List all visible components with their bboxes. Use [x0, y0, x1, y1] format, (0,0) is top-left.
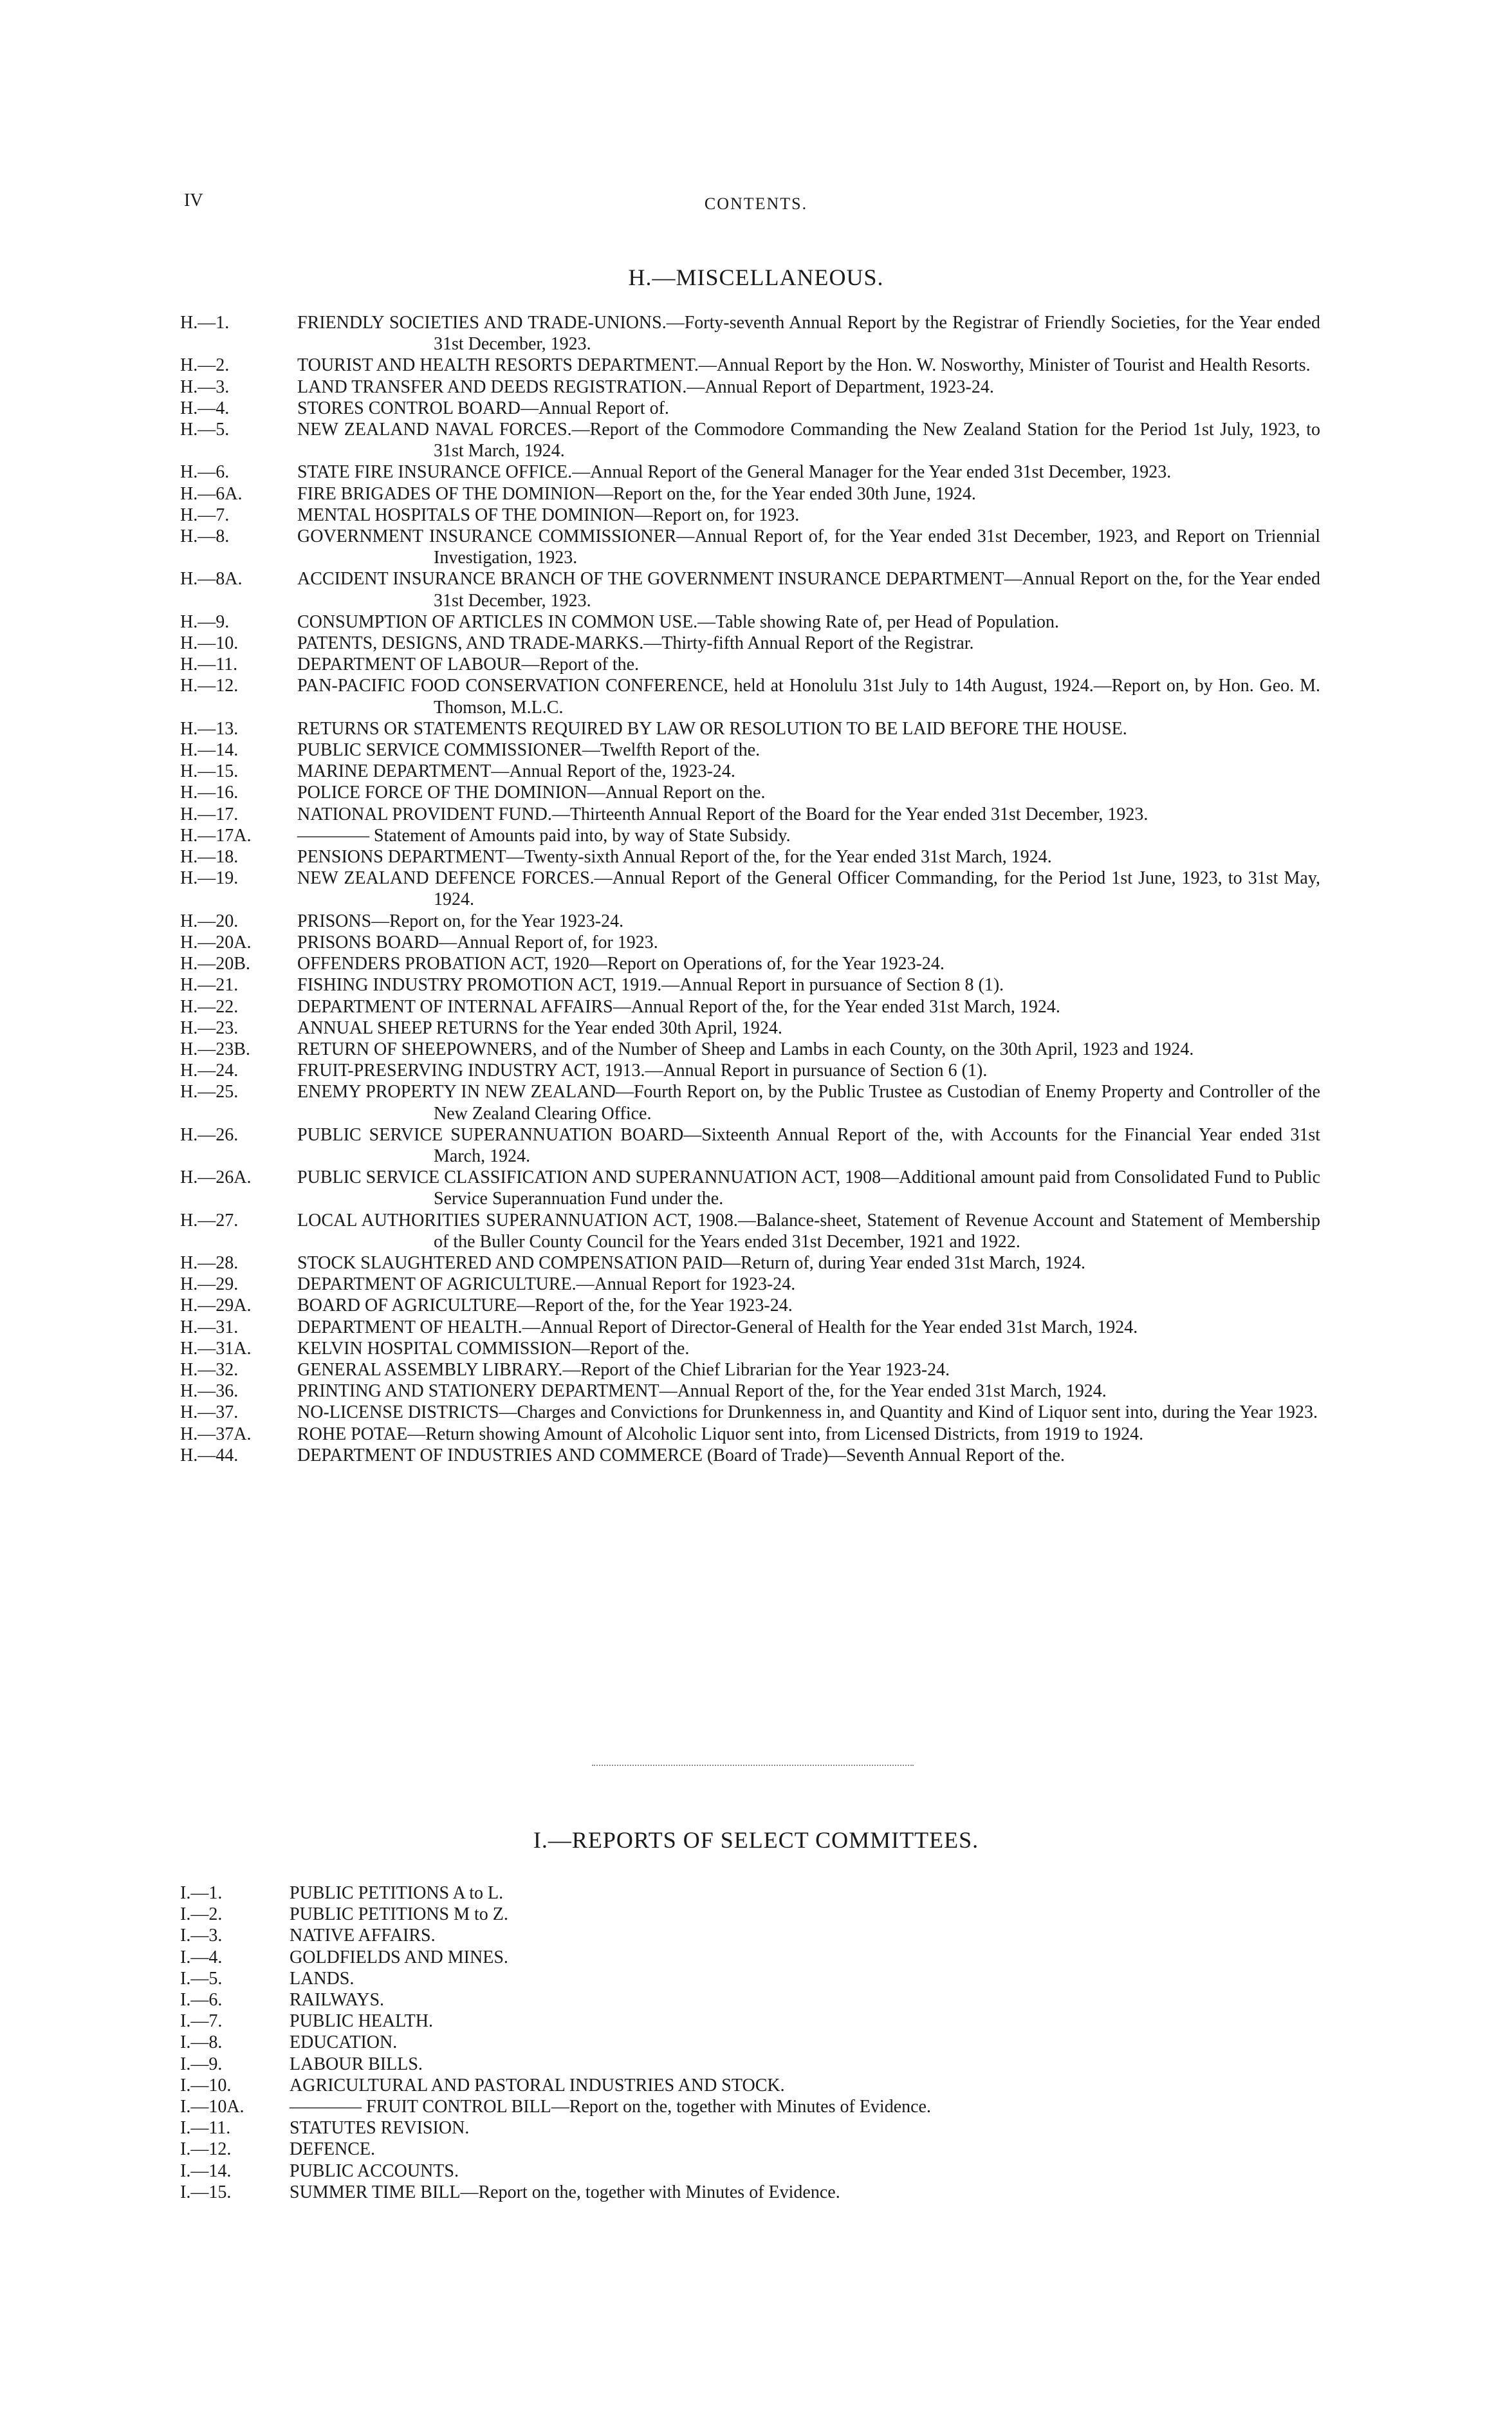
entry-description-cell: [297, 1295, 1320, 1316]
entry-description-cell: [297, 911, 1320, 932]
entry-code: H.—23.: [180, 1017, 239, 1038]
contents-entry: [180, 419, 1320, 461]
contents-entry: [180, 355, 1320, 376]
entry-description: GOLDFIELDS AND MINES.: [290, 1947, 508, 1967]
entry-description: SUMMER TIME BILL—Report on the, together with Minutes of Evidence.: [290, 2182, 840, 2202]
entry-description-cell: [297, 568, 1320, 611]
entry-description: PRISONS—Report on, for the Year 1923-24.: [297, 911, 624, 931]
entry-description: FIRE BRIGADES OF THE DOMINION—Report on the, for the Year ended 30th June, 1924.: [297, 483, 976, 504]
entry-code: H.—16.: [180, 783, 239, 803]
contents-entry: [180, 1081, 1320, 1124]
entry-code: H.—26.: [180, 1124, 239, 1145]
entry-description-cell: [297, 761, 1320, 782]
entry-description: ROHE POTAE—Return showing Amount of Alcoholic Liquor sent into, from Licensed Districts, from 1919 to 1924.: [297, 1424, 1144, 1444]
entry-code: H.—6.: [180, 462, 230, 483]
contents-entry: [180, 461, 1320, 483]
entry-description-cell: [290, 1947, 1320, 1968]
entry-code: I.—5.: [180, 1968, 223, 1989]
contents-entry: [180, 2075, 1320, 2096]
entry-description: PATENTS, DESIGNS, AND TRADE-MARKS.—Thirty-fifth Annual Report of the Registrar.: [297, 633, 974, 654]
contents-entry: [180, 633, 1320, 654]
entry-description-cell: [297, 376, 1320, 398]
entry-description-cell: [290, 1882, 1320, 1904]
entry-description: PUBLIC SERVICE COMMISSIONER—Twelfth Report of the.: [297, 740, 761, 761]
contents-entry: [180, 1060, 1320, 1081]
contents-entry: [180, 2096, 1320, 2117]
entry-code: H.—13.: [180, 718, 239, 739]
entry-description-cell: [297, 1210, 1320, 1252]
contents-entry: [180, 675, 1320, 718]
entry-description: DEPARTMENT OF HEALTH.—Annual Report of Director-General of Health for the Year ended 31st March, 1924.: [297, 1317, 1138, 1337]
contents-entry: [180, 2032, 1320, 2053]
entry-code: I.—7.: [180, 2011, 223, 2032]
contents-entry: [180, 1167, 1320, 1209]
entry-code: H.—14.: [180, 740, 239, 761]
entry-description-cell: [297, 1167, 1320, 1209]
contents-entry: [180, 312, 1320, 355]
entry-description: GENERAL ASSEMBLY LIBRARY.—Report of the Chief Librarian for the Year 1923-24.: [297, 1359, 950, 1380]
contents-entry: [180, 1274, 1320, 1295]
entry-description-cell: [297, 355, 1320, 376]
contents-entry: [180, 1317, 1320, 1338]
contents-entry: [180, 483, 1320, 505]
running-head: CONTENTS.: [704, 194, 808, 213]
contents-entry: [180, 611, 1320, 633]
entry-code: H.—17.: [180, 804, 239, 824]
entry-description-cell: [290, 2160, 1320, 2182]
contents-entry: [180, 568, 1320, 611]
section-h-list: [180, 312, 1320, 1466]
contents-entry: [180, 1210, 1320, 1252]
entry-description: NO-LICENSE DISTRICTS—Charges and Convictions for Drunkenness in, and Quantity and Kind of Liquor sent into, during the Year 1923.: [297, 1402, 1318, 1423]
contents-entry: [180, 1295, 1320, 1316]
contents-entry: [180, 2117, 1320, 2139]
entry-code: H.—31.: [180, 1317, 239, 1337]
entry-description-cell: [297, 782, 1320, 803]
contents-entry: [180, 1968, 1320, 1989]
entry-description-cell: [297, 675, 1320, 718]
entry-description-cell: [297, 1252, 1320, 1274]
entry-description-cell: [290, 2011, 1320, 2032]
entry-code: I.—3.: [180, 1926, 223, 1946]
contents-entry: [180, 996, 1320, 1017]
entry-code: H.—31A.: [180, 1338, 252, 1359]
entry-description-cell: [297, 398, 1320, 419]
contents-entry: [180, 804, 1320, 825]
entry-code: H.—1.: [180, 313, 230, 333]
entry-description: CONSUMPTION OF ARTICLES IN COMMON USE.—Table showing Rate of, per Head of Population.: [297, 611, 1059, 632]
entry-description: ———— Statement of Amounts paid into, by way of State Subsidy.: [297, 825, 791, 846]
entry-description: LOCAL AUTHORITIES SUPERANNUATION ACT, 1908.—Balance-sheet, Statement of Revenue Account and Statement of Membership of the Buller County Council for the Years ended 31st December, 1921 and 1922.: [297, 1210, 1320, 1252]
entry-description-cell: [297, 654, 1320, 675]
entry-code: I.—10.: [180, 2075, 232, 2095]
contents-entry: [180, 825, 1320, 846]
contents-entry: [180, 1989, 1320, 2011]
entry-description: NATIVE AFFAIRS.: [290, 1926, 436, 1946]
entry-description: FRUIT-PRESERVING INDUSTRY ACT, 1913.—Annual Report in pursuance of Section 6 (1).: [297, 1061, 988, 1081]
contents-entry: [180, 2011, 1320, 2032]
entry-description-cell: [297, 1338, 1320, 1359]
entry-code: I.—8.: [180, 2032, 223, 2053]
entry-code: H.—17A.: [180, 825, 252, 846]
entry-code: H.—10.: [180, 633, 239, 654]
entry-description-cell: [297, 932, 1320, 953]
entry-code: I.—4.: [180, 1947, 223, 1967]
entry-description-cell: [297, 718, 1320, 739]
entry-code: I.—2.: [180, 1904, 223, 1925]
entry-description-cell: [297, 526, 1320, 568]
entry-description-cell: [297, 419, 1320, 461]
entry-description-cell: [297, 1317, 1320, 1338]
entry-code: H.—29A.: [180, 1296, 252, 1316]
entry-code: H.—44.: [180, 1445, 239, 1465]
entry-code: H.—20B.: [180, 954, 250, 974]
entry-description: PRISONS BOARD—Annual Report of, for 1923.: [297, 932, 658, 952]
section-h-heading: H.—MISCELLANEOUS.: [628, 265, 884, 290]
entry-description-cell: [290, 1968, 1320, 1989]
entry-code: H.—29.: [180, 1274, 239, 1295]
entry-description-cell: [290, 2075, 1320, 2096]
entry-code: H.—28.: [180, 1252, 239, 1273]
entry-description-cell: [290, 2096, 1320, 2117]
contents-entry: [180, 1882, 1320, 1904]
entry-description: LAND TRANSFER AND DEEDS REGISTRATION.—Annual Report of Department, 1923-24.: [297, 376, 994, 397]
contents-entry: [180, 398, 1320, 419]
entry-description-cell: [290, 2182, 1320, 2203]
entry-description-cell: [297, 1274, 1320, 1295]
entry-description-cell: [297, 868, 1320, 910]
contents-entry: [180, 2182, 1320, 2203]
entry-description: PUBLIC PETITIONS A to L.: [290, 1883, 504, 1903]
entry-description: DEFENCE.: [290, 2139, 375, 2160]
entry-description: ENEMY PROPERTY IN NEW ZEALAND—Fourth Report on, by the Public Trustee as Custodian of Enemy Property and Controller of the New Zealand Clearing Office.: [297, 1082, 1320, 1124]
entry-description-cell: [297, 825, 1320, 846]
entry-description-cell: [297, 1402, 1320, 1423]
entry-description-cell: [297, 1081, 1320, 1124]
entry-description-cell: [297, 1380, 1320, 1402]
entry-description: ACCIDENT INSURANCE BRANCH OF THE GOVERNMENT INSURANCE DEPARTMENT—Annual Report on the, for the Year ended 31st December, 1923.: [297, 569, 1320, 611]
entry-description-cell: [297, 461, 1320, 483]
entry-code: H.—11.: [180, 655, 238, 675]
entry-code: H.—22.: [180, 996, 239, 1017]
entry-description-cell: [297, 1039, 1320, 1060]
entry-code: H.—2.: [180, 355, 230, 376]
entry-description: STATE FIRE INSURANCE OFFICE.—Annual Report of the General Manager for the Year ended 31st December, 1923.: [297, 462, 1172, 483]
contents-entry: [180, 953, 1320, 974]
entry-code: I.—9.: [180, 2054, 223, 2074]
section-i-heading: I.—REPORTS OF SELECT COMMITTEES.: [533, 1827, 979, 1853]
entry-description: GOVERNMENT INSURANCE COMMISSIONER—Annual Report of, for the Year ended 31st December, 1923, and Report on Triennial Investigation, 1923.: [297, 526, 1320, 568]
entry-code: H.—26A.: [180, 1167, 252, 1188]
entry-description: ———— FRUIT CONTROL BILL—Report on the, together with Minutes of Evidence.: [290, 2097, 931, 2117]
entry-code: H.—4.: [180, 398, 230, 418]
entry-description: DEPARTMENT OF INDUSTRIES AND COMMERCE (Board of Trade)—Seventh Annual Report of the.: [297, 1445, 1065, 1465]
contents-entry: [180, 2160, 1320, 2182]
entry-code: H.—37.: [180, 1402, 239, 1423]
entry-description: PRINTING AND STATIONERY DEPARTMENT—Annual Report of the, for the Year ended 31st March, 1924.: [297, 1381, 1107, 1402]
section-i-list: [180, 1882, 1320, 2203]
entry-description: DEPARTMENT OF INTERNAL AFFAIRS—Annual Report of the, for the Year ended 31st March, 1924.: [297, 996, 1060, 1017]
contents-entry: [180, 1124, 1320, 1167]
entry-code: H.—15.: [180, 761, 239, 782]
contents-entry: [180, 2139, 1320, 2160]
entry-description-cell: [297, 804, 1320, 825]
entry-code: H.—20.: [180, 911, 239, 931]
entry-description-cell: [290, 1925, 1320, 1946]
entry-description: POLICE FORCE OF THE DOMINION—Annual Report on the.: [297, 783, 766, 803]
entry-code: H.—23B.: [180, 1039, 250, 1059]
entry-description-cell: [297, 505, 1320, 526]
entry-description: LABOUR BILLS.: [290, 2054, 423, 2074]
entry-code: H.—32.: [180, 1359, 239, 1380]
entry-code: H.—9.: [180, 611, 230, 632]
entry-description-cell: [297, 739, 1320, 761]
contents-entry: [180, 1445, 1320, 1466]
entry-description-cell: [297, 633, 1320, 654]
entry-description: STOCK SLAUGHTERED AND COMPENSATION PAID—Return of, during Year ended 31st March, 1924.: [297, 1252, 1085, 1273]
contents-entry: [180, 1017, 1320, 1039]
contents-entry: [180, 654, 1320, 675]
contents-entry: [180, 782, 1320, 803]
entry-description: AGRICULTURAL AND PASTORAL INDUSTRIES AND STOCK.: [290, 2075, 785, 2095]
entry-description: FISHING INDUSTRY PROMOTION ACT, 1919.—Annual Report in pursuance of Section 8 (1).: [297, 975, 1004, 996]
entry-description: STORES CONTROL BOARD—Annual Report of.: [297, 398, 669, 418]
entry-description-cell: [290, 1904, 1320, 1925]
contents-entry: [180, 1424, 1320, 1445]
entry-description: PUBLIC ACCOUNTS.: [290, 2160, 459, 2181]
entry-description: NEW ZEALAND NAVAL FORCES.—Report of the Commodore Commanding the New Zealand Station for the Period 1st July, 1923, to 31st March, 1924.: [297, 420, 1320, 461]
entry-description: DEPARTMENT OF LABOUR—Report of the.: [297, 655, 640, 675]
contents-entry: [180, 868, 1320, 910]
entry-code: I.—12.: [180, 2139, 232, 2160]
entry-code: H.—21.: [180, 975, 239, 996]
entry-code: H.—18.: [180, 847, 239, 868]
entry-code: H.—36.: [180, 1381, 239, 1402]
section-divider: [592, 1765, 914, 1766]
entry-description: RAILWAYS.: [290, 1990, 385, 2011]
entry-description-cell: [290, 2032, 1320, 2053]
entry-description: PUBLIC HEALTH.: [290, 2011, 433, 2032]
entry-description: PUBLIC PETITIONS M to Z.: [290, 1904, 508, 1925]
contents-entry: [180, 1039, 1320, 1060]
entry-description: EDUCATION.: [290, 2032, 398, 2053]
contents-entry: [180, 974, 1320, 996]
entry-code: H.—6A.: [180, 483, 243, 504]
entry-code: I.—11.: [180, 2118, 231, 2139]
entry-description-cell: [297, 846, 1320, 868]
entry-description: TOURIST AND HEALTH RESORTS DEPARTMENT.—Annual Report by the Hon. W. Nosworthy, Minister of Tourist and Health Resorts.: [297, 355, 1311, 376]
entry-description: MARINE DEPARTMENT—Annual Report of the, 1923-24.: [297, 761, 735, 782]
entry-description-cell: [297, 1060, 1320, 1081]
contents-entry: [180, 505, 1320, 526]
entry-description-cell: [297, 974, 1320, 996]
entry-description-cell: [297, 483, 1320, 505]
entry-code: H.—24.: [180, 1061, 239, 1081]
entry-code: H.—37A.: [180, 1424, 252, 1444]
entry-code: H.—5.: [180, 420, 230, 440]
entry-description-cell: [290, 2117, 1320, 2139]
entry-code: I.—10A.: [180, 2097, 244, 2117]
entry-description: ANNUAL SHEEP RETURNS for the Year ended 30th April, 1924.: [297, 1017, 782, 1038]
contents-entry: [180, 761, 1320, 782]
entry-description: PENSIONS DEPARTMENT—Twenty-sixth Annual Report of the, for the Year ended 31st March, 1924.: [297, 847, 1052, 868]
page-number: IV: [184, 190, 203, 210]
entry-code: I.—14.: [180, 2160, 232, 2181]
entry-code: H.—8.: [180, 526, 230, 547]
entry-description: RETURN OF SHEEPOWNERS, and of the Number of Sheep and Lambs in each County, on the 30th April, 1923 and 1924.: [297, 1039, 1194, 1059]
contents-entry: [180, 1925, 1320, 1946]
contents-entry: [180, 911, 1320, 932]
entry-description: PUBLIC SERVICE SUPERANNUATION BOARD—Sixteenth Annual Report of the, with Accounts for the Financial Year ended 31st March, 1924.: [297, 1124, 1320, 1166]
entry-description-cell: [297, 953, 1320, 974]
contents-entry: [180, 1904, 1320, 1925]
entry-description: OFFENDERS PROBATION ACT, 1920—Report on Operations of, for the Year 1923-24.: [297, 954, 945, 974]
contents-entry: [180, 739, 1320, 761]
entry-description-cell: [290, 1989, 1320, 2011]
contents-entry: [180, 1947, 1320, 1968]
entry-code: H.—19.: [180, 868, 239, 889]
entry-code: H.—12.: [180, 676, 239, 696]
entry-description-cell: [297, 1124, 1320, 1167]
entry-description: DEPARTMENT OF AGRICULTURE.—Annual Report for 1923-24.: [297, 1274, 796, 1295]
entry-description: LANDS.: [290, 1968, 355, 1989]
contents-entry: [180, 1402, 1320, 1423]
entry-code: H.—7.: [180, 505, 230, 525]
entry-description-cell: [290, 2054, 1320, 2075]
entry-description-cell: [297, 611, 1320, 633]
contents-entry: [180, 1338, 1320, 1359]
entry-description: STATUTES REVISION.: [290, 2118, 470, 2139]
contents-entry: [180, 376, 1320, 398]
contents-entry: [180, 846, 1320, 868]
contents-entry: [180, 1359, 1320, 1380]
entry-description-cell: [297, 1445, 1320, 1466]
entry-code: I.—1.: [180, 1883, 223, 1903]
entry-description-cell: [290, 2139, 1320, 2160]
contents-entry: [180, 526, 1320, 568]
entry-description: RETURNS OR STATEMENTS REQUIRED BY LAW OR RESOLUTION TO BE LAID BEFORE THE HOUSE.: [297, 718, 1127, 739]
entry-description-cell: [297, 1359, 1320, 1380]
entry-description: PAN-PACIFIC FOOD CONSERVATION CONFERENCE, held at Honolulu 31st July to 14th August, 1924.—Report on, by Hon. Geo. M. Thomson, M.L.C.: [297, 676, 1320, 718]
entry-description-cell: [297, 312, 1320, 355]
entry-description: MENTAL HOSPITALS OF THE DOMINION—Report on, for 1923.: [297, 505, 800, 525]
entry-description: KELVIN HOSPITAL COMMISSION—Report of the.: [297, 1338, 690, 1359]
contents-entry: [180, 1380, 1320, 1402]
entry-description-cell: [297, 1424, 1320, 1445]
entry-description: BOARD OF AGRICULTURE—Report of the, for the Year 1923-24.: [297, 1296, 793, 1316]
entry-code: H.—8A.: [180, 569, 243, 590]
contents-entry: [180, 2054, 1320, 2075]
entry-description: PUBLIC SERVICE CLASSIFICATION AND SUPERANNUATION ACT, 1908—Additional amount paid from Consolidated Fund to Public Service Superannuation Fund under the.: [297, 1167, 1320, 1209]
entry-code: I.—6.: [180, 1990, 223, 2011]
entry-code: H.—27.: [180, 1210, 239, 1231]
entry-code: H.—20A.: [180, 932, 252, 952]
entry-description-cell: [297, 1017, 1320, 1039]
entry-code: H.—3.: [180, 376, 230, 397]
entry-code: I.—15.: [180, 2182, 232, 2202]
contents-entry: [180, 1252, 1320, 1274]
entry-description: NEW ZEALAND DEFENCE FORCES.—Annual Report of the General Officer Commanding, for the Period 1st June, 1923, to 31st May, 1924.: [297, 868, 1320, 910]
entry-description: NATIONAL PROVIDENT FUND.—Thirteenth Annual Report of the Board for the Year ended 31st December, 1923.: [297, 804, 1148, 824]
contents-entry: [180, 718, 1320, 739]
entry-code: H.—25.: [180, 1082, 239, 1102]
contents-entry: [180, 932, 1320, 953]
entry-description: FRIENDLY SOCIETIES AND TRADE-UNIONS.—Forty-seventh Annual Report by the Registrar of Friendly Societies, for the Year ended 31st December, 1923.: [297, 313, 1320, 355]
entry-description-cell: [297, 996, 1320, 1017]
